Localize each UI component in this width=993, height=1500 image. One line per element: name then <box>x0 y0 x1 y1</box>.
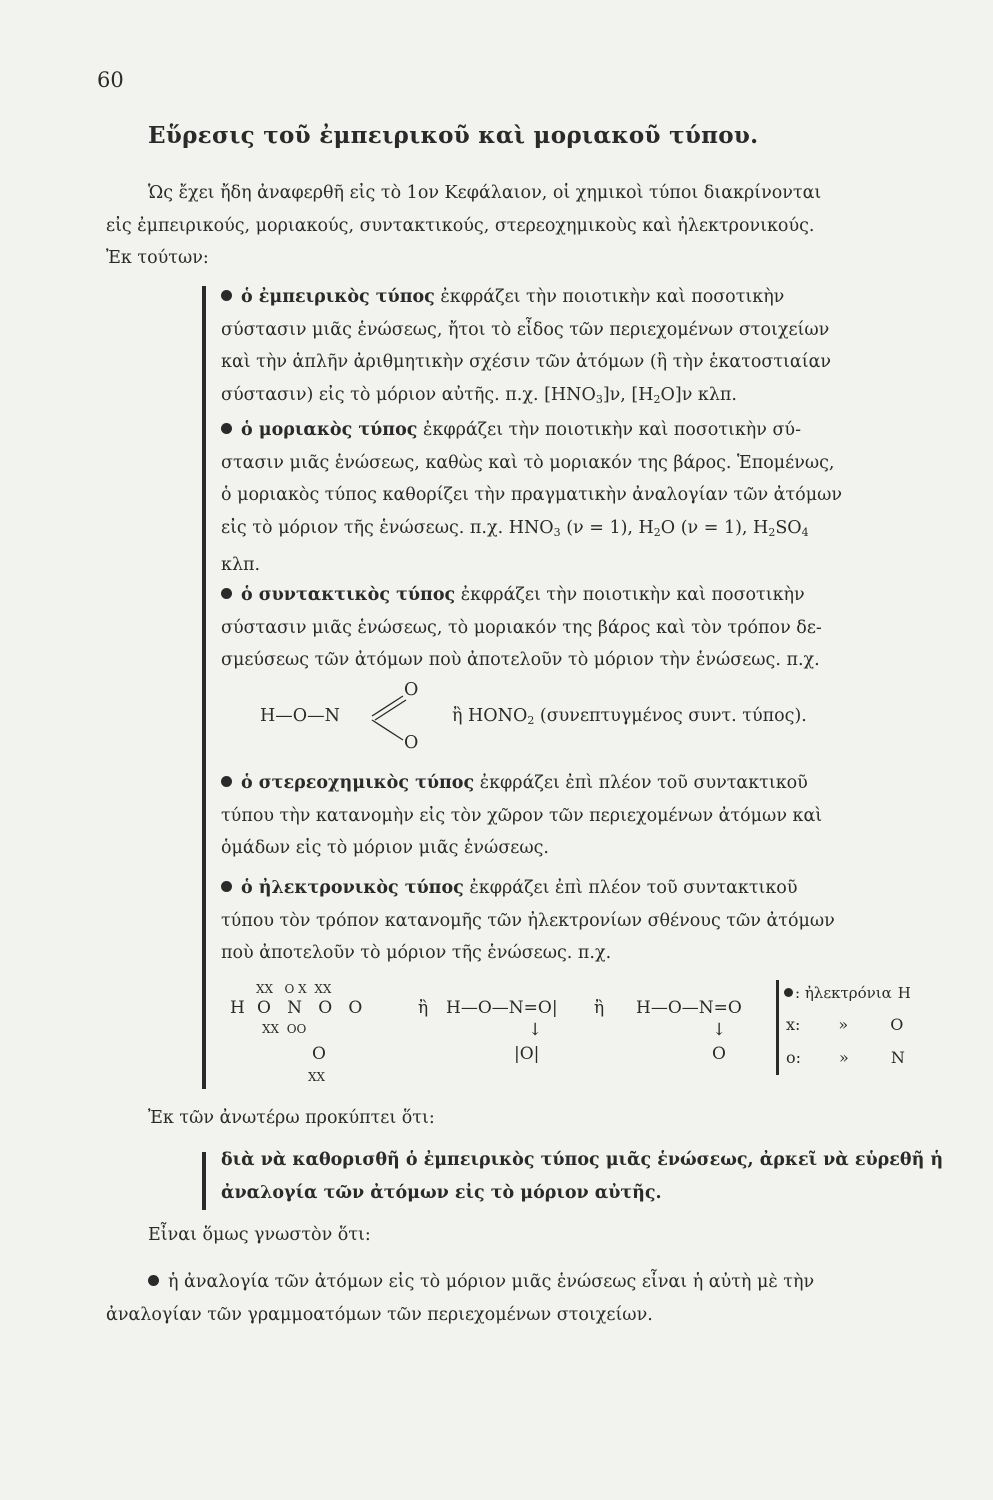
final-line-1: ἡ ἀναλογία τῶν ἀτόμων εἰς τὸ μόριον μιᾶς ἑνώσεως εἶναι ἡ αὐτὴ μὲ τὴν <box>168 1272 815 1292</box>
structural-line-2: σύστασιν μιᾶς ἑνώσεως, τὸ μοριακόν της βάρος καὶ τὸν τρόπον δε- <box>221 617 822 638</box>
molecular-line-2: στασιν μιᾶς ἑνώσεως, καθὼς καὶ τὸ μοριακόν της βάρος. Ἑπομένως, <box>221 452 835 473</box>
conclusion-intro: Ἐκ τῶν ἀνωτέρω προκύπτει ὅτι: <box>148 1108 435 1128</box>
alt-formula-2: H—O—N=O <box>636 998 742 1018</box>
intro-paragraph <box>106 177 822 275</box>
bullet-icon <box>221 423 232 434</box>
dot-formula-lower-o: O <box>312 1044 326 1064</box>
molecular-item <box>221 414 842 582</box>
known-intro: Εἶναι ὅμως γνωστὸν ὅτι: <box>148 1225 371 1245</box>
dot-formula-h: H <box>230 998 245 1018</box>
structural-line-1: ἐκφράζει τὴν ποιοτικὴν καὶ ποσοτικὴν <box>455 585 805 605</box>
stereo-line-2: τύπου τὴν κατανομὴν εἰς τὸν χῶρον τῶν περιεχομένων ἀτόμων καὶ <box>221 805 823 826</box>
or-1: ἢ <box>418 998 429 1018</box>
legend-rule <box>776 980 779 1075</box>
oxygen-bottom: O <box>404 733 419 753</box>
dot-formula-bottom-row: XX OO <box>262 1022 307 1036</box>
hono2-alt: ἢ $HONO_2$ (συνεπτυγμένος συντ. τύπος). <box>452 706 807 727</box>
molecular-term: ὁ μοριακὸς τύπος <box>241 420 418 440</box>
bullet-icon <box>221 776 232 787</box>
empirical-line-3: καὶ τὴν ἁπλῆν ἀριθμητικὴν σχέσιν τῶν ἀτόμων (ἢ τὴν ἑκατοστιαίαν <box>221 352 832 372</box>
legend-row-3: o: » N <box>786 1048 905 1067</box>
double-bond-lines <box>370 690 410 746</box>
intro-line-2: εἰς ἐμπειρικούς, μοριακούς, συντακτικούς, στερεοχημικοὺς καὶ ἠλεκτρονικούς. <box>106 215 815 236</box>
oxygen-top: O <box>404 680 419 700</box>
empirical-item <box>221 281 831 416</box>
alt-formula-1-o: |O| <box>514 1044 540 1064</box>
alt-formula-1: H—O—N=O| <box>446 998 558 1018</box>
bullet-icon <box>221 290 232 301</box>
legend-row-2: x: » O <box>786 1015 904 1034</box>
nitric-acid-chain: H—O—N <box>260 706 340 726</box>
stereo-line-3: ὁμάδων εἰς τὸ μόριον μιᾶς ἑνώσεως. <box>221 838 549 858</box>
intro-line-3: Ἐκ τούτων: <box>106 248 209 268</box>
dot-formula-lower-xx: XX <box>308 1070 326 1084</box>
arrow-down-icon: ↓ <box>712 1020 727 1040</box>
empirical-term: ὁ ἐμπειρικὸς τύπος <box>241 287 435 307</box>
intro-line-1: Ὡς ἔχει ἤδη ἀναφερθῆ εἰς τὸ 1ον Κεφάλαιον, οἱ χημικοὶ τύποι διακρίνονται <box>148 183 822 203</box>
stereo-term: ὁ στερεοχημικὸς τύπος <box>241 773 475 793</box>
bullet-icon <box>148 1275 159 1286</box>
molecular-line-5: κλπ. <box>221 555 261 575</box>
stereo-line-1: ἐκφράζει ἐπὶ πλέον τοῦ συντακτικοῦ <box>474 773 808 793</box>
electronic-line-1: ἐκφράζει ἐπὶ πλέον τοῦ συντακτικοῦ <box>463 878 798 898</box>
electronic-item <box>221 872 835 970</box>
structural-term: ὁ συντακτικὸς τύπος <box>241 585 456 605</box>
stereo-item <box>221 767 822 865</box>
empirical-line-2: σύστασιν μιᾶς ἑνώσεως, ἤτοι τὸ εἶδος τῶν περιεχομένων στοιχείων <box>221 319 830 340</box>
conclusion-line-1: διὰ νὰ καθορισθῆ ὁ ἐμπειρικὸς τύπος μιᾶς ἑνώσεως, ἀρκεῖ νὰ εὑρεθῆ ἡ <box>221 1150 944 1170</box>
molecular-line-3: ὁ μοριακὸς τύπος καθορίζει τὴν πραγματικὴν ἀναλογίαν τῶν ἀτόμων <box>221 485 842 505</box>
molecular-line-1: ἐκφράζει τὴν ποιοτικὴν καὶ ποσοτικὴν σύ- <box>417 420 801 440</box>
structural-line-3: σμεύσεως τῶν ἀτόμων ποὺ ἀποτελοῦν τὸ μόριον τὴν ἑνώσεως. π.χ. <box>221 650 820 670</box>
final-line-2: ἀναλογίαν τῶν γραμμοατόμων τῶν περιεχομένων στοιχείων. <box>106 1305 653 1325</box>
dot-formula-mid-row: O N O O <box>257 998 363 1018</box>
or-2: ἢ <box>594 998 605 1018</box>
page-number: 60 <box>97 68 124 92</box>
final-paragraph <box>106 1266 815 1332</box>
empirical-line-1: ἐκφράζει τὴν ποιοτικὴν καὶ ποσοτικὴν <box>434 287 785 307</box>
conclusion-line-2: ἀναλογία τῶν ἀτόμων εἰς τὸ μόριον αὐτῆς. <box>221 1183 662 1203</box>
margin-rule <box>202 286 206 1089</box>
bullet-icon <box>221 881 232 892</box>
alt-formula-2-o: O <box>712 1044 726 1064</box>
electronic-line-3: ποὺ ἀποτελοῦν τὸ μόριον τῆς ἑνώσεως. π.χ. <box>221 943 612 963</box>
bullet-icon <box>784 988 793 997</box>
dot-formula-top-row: XX O X XX <box>256 982 332 996</box>
empirical-line-4: σύστασιν) εἰς τὸ μόριον αὐτῆς. π.χ. $[HNO_3]\nu$, $[H_2O]\nu$ κλπ. <box>221 384 737 406</box>
structural-item <box>221 579 822 677</box>
section-title: Εὕρεσις τοῦ ἐμπειρικοῦ καὶ μοριακοῦ τύπου. <box>148 122 759 149</box>
conclusion-box <box>221 1144 943 1210</box>
legend-row-1: : ἠλεκτρόνια H <box>784 984 911 1002</box>
arrow-down-icon: ↓ <box>528 1020 543 1040</box>
electronic-line-2: τύπου τὸν τρόπον κατανομῆς τῶν ἠλεκτρονίων σθένους τῶν ἀτόμων <box>221 910 835 931</box>
conclusion-rule <box>202 1152 206 1210</box>
molecular-line-4: εἰς τὸ μόριον τῆς ἑνώσεως. π.χ. $HNO_3$ (ν = 1), $H_2O$ (ν = 1), $H_2SO_4$ <box>221 517 809 539</box>
electronic-term: ὁ ἠλεκτρονικὸς τύπος <box>241 878 464 898</box>
bullet-icon <box>221 588 232 599</box>
